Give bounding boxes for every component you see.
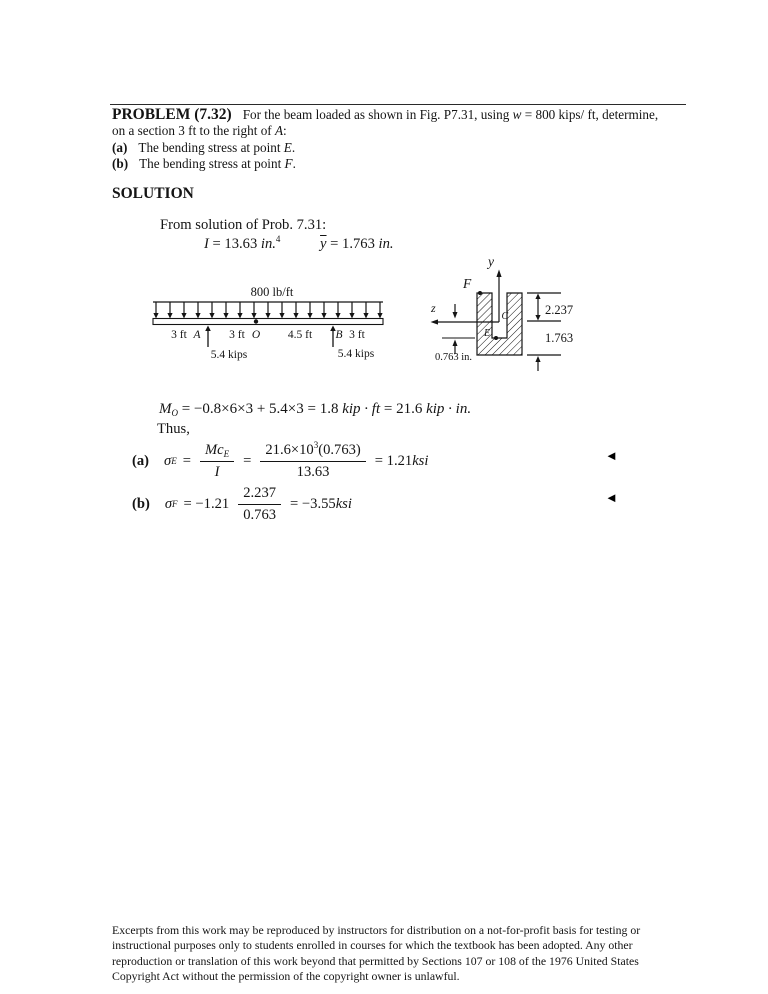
solution-intro: From solution of Prob. 7.31: [160, 217, 327, 233]
part-b-label: (b) [132, 495, 150, 512]
var-e: E [283, 139, 292, 155]
ybar-unit: in. [378, 236, 394, 252]
support-b-label: B [335, 329, 343, 341]
fraction-numeric-a [260, 441, 365, 480]
frac3-numerator: 2.237 [238, 484, 281, 504]
item-a-text: The bending stress at point [138, 139, 284, 155]
var-ybar: $\overline{y}$ [320, 236, 327, 252]
part-b-unit: ksi [335, 495, 352, 512]
y-axis-label: y [488, 254, 494, 269]
problem-line2-post: : [283, 123, 287, 139]
beam-dim-1: 3 ft [171, 329, 187, 341]
copyright-footer [112, 923, 692, 985]
reaction-b-label: 5.4 kips [337, 348, 375, 360]
moment-equation [159, 401, 471, 418]
reaction-a-label: 5.4 kips [210, 349, 248, 361]
var-w: w [512, 107, 522, 122]
top-divider [110, 104, 686, 105]
var-inertia: I [204, 236, 209, 252]
answer-marker-a: ◄ [605, 448, 618, 463]
frac1-denominator: I [214, 463, 220, 480]
sigma-e: σ [164, 452, 172, 469]
dimension-top-label: 2.237 [545, 303, 574, 317]
point-f-dot [478, 291, 482, 295]
moment-unit-1: kip · ft [342, 401, 381, 417]
load-arrows [153, 302, 382, 319]
problem-intro-pre: For the beam loaded as shown in Fig. P7.31, using [242, 107, 513, 122]
moment-unit-2: kip · in. [426, 401, 472, 417]
moment-mid: = 21.6 [380, 401, 427, 417]
problem-statement [112, 107, 692, 173]
beam-dim-4: 3 ft [349, 329, 365, 341]
beam-diagram [150, 281, 390, 361]
beam-bar [153, 319, 383, 325]
frac2-numerator-pre: 21.6×10 [265, 442, 314, 459]
point-o-dot [254, 319, 258, 323]
part-b-result: = −3.55 [290, 495, 336, 512]
equals-2: = [243, 452, 252, 469]
fraction-mc-over-i [200, 441, 234, 480]
given-values-line [204, 236, 394, 253]
support-a-label: A [193, 329, 201, 341]
z-axis-label: z [431, 301, 436, 315]
part-a-result: = 1.21 [374, 452, 413, 469]
inertia-equation [204, 236, 280, 252]
problem-line2-pre: on a section 3 ft to the right of [112, 123, 275, 139]
item-b-text: The bending stress at point [139, 156, 285, 172]
problem-line-1 [112, 107, 692, 123]
point-f-label: F [463, 276, 472, 291]
frac2-numerator-sup: 3 [313, 440, 319, 451]
point-c-label: C [501, 311, 509, 322]
footer-line-4: Copyright Act without the permission of the copyright owner is unlawful. [112, 969, 460, 984]
ybar-value: = 1.763 [326, 236, 379, 252]
inertia-unit: in. [260, 236, 276, 252]
problem-item-a [112, 140, 692, 156]
sigma-f: σ [164, 495, 173, 512]
problem-item-b [112, 156, 692, 172]
beam-dim-2: 3 ft [229, 329, 245, 341]
distributed-load-label: 800 lb/ft [250, 285, 294, 299]
frac3-denominator: 0.763 [243, 506, 277, 523]
var-f: F [284, 156, 293, 172]
inertia-value: = 13.63 [208, 236, 261, 252]
problem-intro-post: = 800 kips/ ft, determine, [521, 107, 659, 122]
point-e-dot [494, 336, 498, 340]
part-b-coefficient: = −1.21 [183, 495, 230, 512]
part-a-equation: (a) σ E = $\frac{Mc_E}{I}$ = $\frac{21.6\times 10^3(0.763)}{13.63}$ = 1.21 ksi [132, 440, 429, 480]
ybar-equation [320, 236, 394, 252]
moment-body: = −0.8×6×3 + 5.4×3 = 1.8 [178, 401, 343, 417]
item-a-label: (a) [112, 139, 128, 155]
left-dimension-lines [442, 304, 475, 354]
thus-line: Thus, [157, 421, 190, 437]
footer-line-2: instructional purposes only to students enrolled in courses for which the textbook has been adopted. Any other [112, 938, 633, 953]
inertia-power: 4 [275, 234, 281, 244]
problem-title: PROBLEM (7.32) [112, 106, 232, 123]
beam-dim-3: 4.5 ft [287, 329, 313, 341]
dimension-mid-label: 1.763 [545, 331, 574, 345]
footer-line-3: reproduction or translation of this work beyond that permitted by Sections 107 or 108 of the 1976 United States [112, 953, 639, 968]
part-b-equation: (b) σ F = −1.21 $\frac{2.237}{0.763}$ = −3.55 ksi [132, 485, 352, 523]
var-m-sub: O [171, 408, 178, 418]
reaction-arrow-a [205, 326, 211, 348]
solution-heading: SOLUTION [112, 185, 194, 202]
frac2-numerator-post: (0.763) [318, 442, 361, 459]
frac1-numerator: Mc [204, 442, 224, 459]
frac1-numerator-sub: E [223, 449, 230, 460]
var-m: M [159, 401, 172, 417]
footer-line-1: Excerpts from this work may be reproduced by instructors for distribution on a not-for-profit basis for testing or [112, 923, 641, 937]
left-dimension-label: 0.763 in. [435, 352, 473, 363]
point-e-label: E [484, 328, 491, 339]
cross-section-diagram [425, 252, 600, 377]
part-a-label: (a) [132, 452, 150, 469]
part-a-unit: ksi [412, 452, 429, 469]
problem-line-2 [112, 123, 692, 139]
answer-marker-b: ◄ [605, 490, 618, 505]
item-a-period: . [291, 139, 296, 155]
frac2-denominator: 13.63 [296, 463, 330, 480]
fraction-numeric-b [238, 484, 281, 523]
point-o-label: O [251, 329, 261, 341]
var-a: A [274, 123, 284, 139]
equals-1: = [182, 452, 191, 469]
item-b-period: . [292, 156, 296, 172]
item-b-label: (b) [112, 156, 129, 172]
